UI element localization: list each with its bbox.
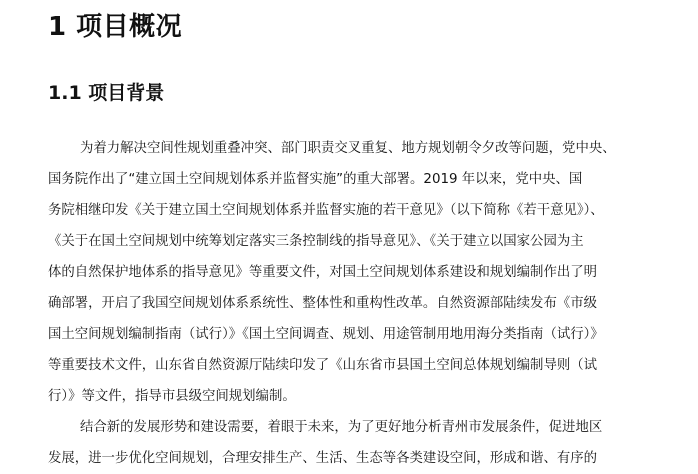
- paragraph-line: 等重要技术文件，山东省自然资源厅陆续印发了《山东省市县国土空间总体规划编制导则（试: [48, 358, 598, 373]
- paragraph-line: 为着力解决空间性规划重叠冲突、部门职责交叉重复、地方规划朝令夕改等问题，党中央、: [80, 141, 616, 156]
- paragraph-line: 体的自然保护地体系的指导意见》等重要文件，对国土空间规划体系建设和规划编制作出了明: [48, 265, 598, 280]
- paragraph-development: [48, 412, 668, 474]
- heading-1: 1 项目概况: [48, 12, 183, 42]
- paragraph-line: 行）》等文件，指导市县级空间规划编制。: [48, 389, 296, 404]
- paragraph-line: 国务院作出了“建立国土空间规划体系并监督实施”的重大部署。2019 年以来，党中央、国: [48, 172, 583, 187]
- paragraph-line: 确部署，开启了我国空间规划体系系统性、整体性和重构性改革。自然资源部陆续发布《市级: [48, 296, 598, 311]
- heading-2: 1.1 项目背景: [48, 82, 165, 104]
- paragraph-line: 发展，进一步优化空间规划，合理安排生产、生活、生态等各类建设空间，形成和谐、有序的: [48, 451, 598, 466]
- paragraph-line: 国土空间规划编制指南（试行）》《国土空间调查、规划、用途管制用地用海分类指南（试行）》: [48, 327, 604, 342]
- paragraph-background: [48, 133, 668, 412]
- paragraph-line: 务院相继印发《关于建立国土空间规划体系并监督实施的若干意见》（以下简称《若干意见》）、: [48, 203, 604, 218]
- paragraph-line: 结合新的发展形势和建设需要，着眼于未来，为了更好地分析青州市发展条件，促进地区: [80, 420, 603, 435]
- paragraph-line: 《关于在国土空间规划中统筹划定落实三条控制线的指导意见》、《关于建立以国家公园为主: [48, 234, 584, 249]
